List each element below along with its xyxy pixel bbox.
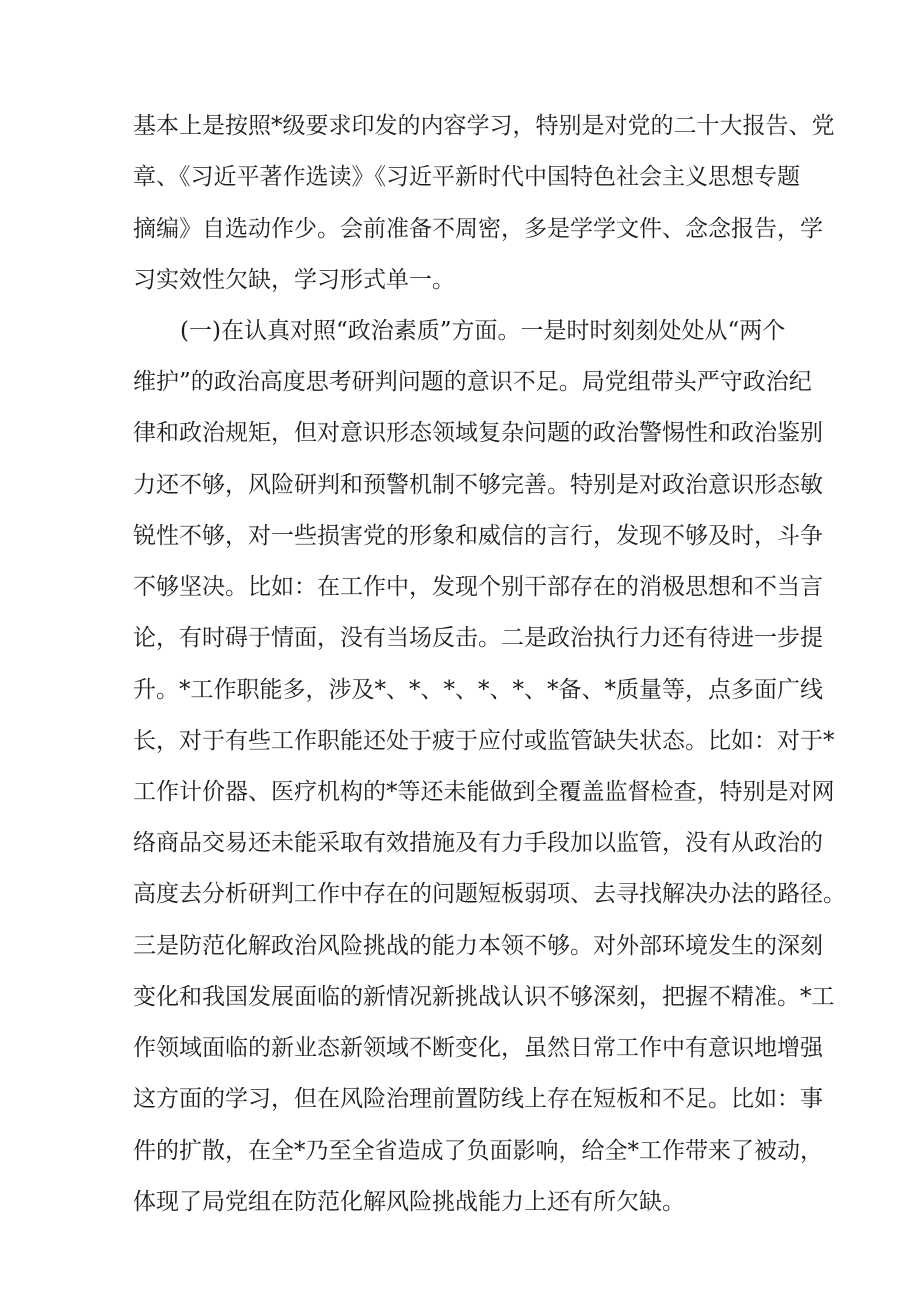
text-line: 长，对于有些工作职能还处于疲于应付或监管缺失状态。比如：对于* (133, 728, 835, 754)
text-line: 不够坚决。比如：在工作中，发现个别干部存在的消极思想和不当言 (133, 574, 823, 600)
text-line: 章、《习近平著作选读》《习近平新时代中国特色社会主义思想专题 (133, 164, 800, 190)
text-line: 升。*工作职能多，涉及*、*、*、*、*、*备、*质量等，点多面广线 (133, 677, 823, 703)
text-line: 习实效性欠缺，学习形式单一。 (133, 267, 455, 293)
text-line: 律和政治规矩，但对意识形态领域复杂问题的政治警惕性和政治鉴别 (133, 420, 823, 446)
text-line: 基本上是按照*级要求印发的内容学习，特别是对党的二十大报告、党 (133, 113, 835, 139)
text-line: 工作计价器、医疗机构的*等还未能做到全覆盖监督检查，特别是对网 (133, 779, 835, 805)
text-line: 论，有时碍于情面，没有当场反击。二是政治执行力还有待进一步提 (133, 625, 823, 651)
paragraph-first-line: (一)在认真对照“政治素质”方面。一是时时刻刻处处从“两个 (180, 318, 786, 344)
text-line: 变化和我国发展面临的新情况新挑战认识不够深刻，把握不精准。*工 (133, 984, 835, 1010)
text-line: 件的扩散，在全*乃至全省造成了负面影响，给全*工作带来了被动， (133, 1138, 823, 1164)
text-line: 作领域面临的新业态新领域不断变化，虽然日常工作中有意识地增强 (133, 1035, 823, 1061)
text-line: 摘编》自选动作少。会前准备不周密，多是学学文件、念念报告，学 (133, 216, 823, 242)
text-line: 维护”的政治高度思考研判问题的意识不足。局党组带头严守政治纪 (133, 369, 812, 395)
text-line: 高度去分析研判工作中存在的问题短板弱项、去寻找解决办法的路径。 (133, 881, 846, 907)
text-line: 络商品交易还未能采取有效措施及有力手段加以监管，没有从政治的 (133, 830, 823, 856)
text-line: 锐性不够，对一些损害党的形象和威信的言行，发现不够及时，斗争 (133, 523, 823, 549)
text-line: 这方面的学习，但在风险治理前置防线上存在短板和不足。比如：事 (133, 1086, 823, 1112)
text-line: 三是防范化解政治风险挑战的能力本领不够。对外部环境发生的深刻 (133, 933, 823, 959)
text-line: 体现了局党组在防范化解风险挑战能力上还有所欠缺。 (133, 1189, 685, 1215)
text-line: 力还不够，风险研判和预警机制不够完善。特别是对政治意识形态敏 (133, 472, 823, 498)
